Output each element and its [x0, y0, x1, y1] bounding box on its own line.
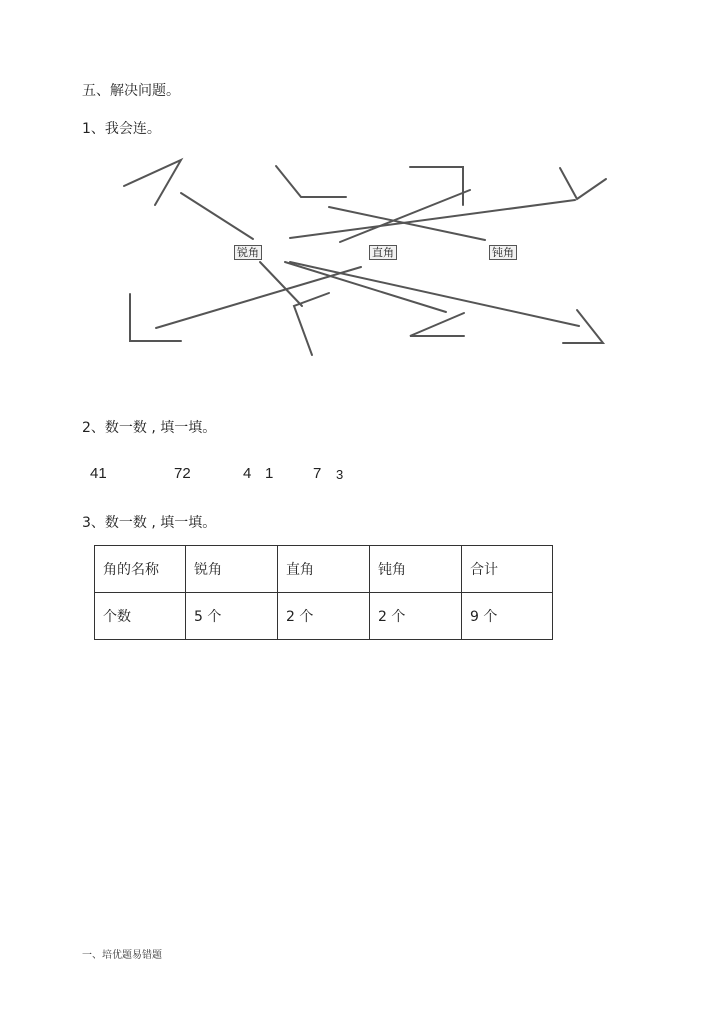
question-2-prompt: 2、数一数 , 填一填。	[82, 420, 217, 436]
table-cell: 角的名称	[95, 546, 186, 593]
count-number: 4	[243, 465, 252, 482]
table-cell: 5 个	[186, 593, 278, 640]
match-line-1	[181, 193, 253, 239]
match-line-7	[285, 262, 446, 312]
angle-shape-obtuse-top	[276, 166, 346, 197]
table-cell: 钝角	[370, 546, 462, 593]
label-right: 直角	[369, 245, 397, 260]
table-cell: 2 个	[370, 593, 462, 640]
angle-shape-right-top	[410, 167, 463, 205]
match-line-3	[329, 207, 485, 240]
match-line-8	[290, 262, 579, 326]
angle-shape-right-bottom-left	[130, 294, 181, 341]
table-cell: 2 个	[278, 593, 370, 640]
count-number: 1	[265, 465, 274, 482]
table-cell: 锐角	[186, 546, 278, 593]
count-number: 7	[313, 465, 322, 482]
count-number: 72	[174, 465, 191, 482]
section-title: 五、解决问题。	[82, 83, 180, 99]
count-number: 3	[336, 467, 344, 482]
angle-shape-acute-top-left	[124, 160, 181, 205]
question-1-prompt: 1、我会连。	[82, 121, 161, 137]
table-header-row	[95, 546, 553, 593]
angle-shape-acute-bottom	[410, 313, 464, 336]
angle-matching-diagram	[0, 0, 720, 400]
page-footer: 一、培优题易错题	[82, 950, 162, 961]
match-line-6	[260, 262, 302, 306]
angle-shape-acute-bottom-right	[563, 310, 603, 343]
angle-count-table	[94, 545, 553, 640]
label-acute: 锐角	[234, 245, 262, 260]
table-row	[95, 593, 553, 640]
table-cell: 直角	[278, 546, 370, 593]
question-3-prompt: 3、数一数 , 填一填。	[82, 515, 217, 531]
table-cell: 个数	[95, 593, 186, 640]
table-cell: 9 个	[462, 593, 553, 640]
table-cell: 合计	[462, 546, 553, 593]
angle-shape-acute-top-right	[560, 168, 606, 199]
label-obtuse: 钝角	[489, 245, 517, 260]
count-number: 41	[90, 465, 107, 482]
